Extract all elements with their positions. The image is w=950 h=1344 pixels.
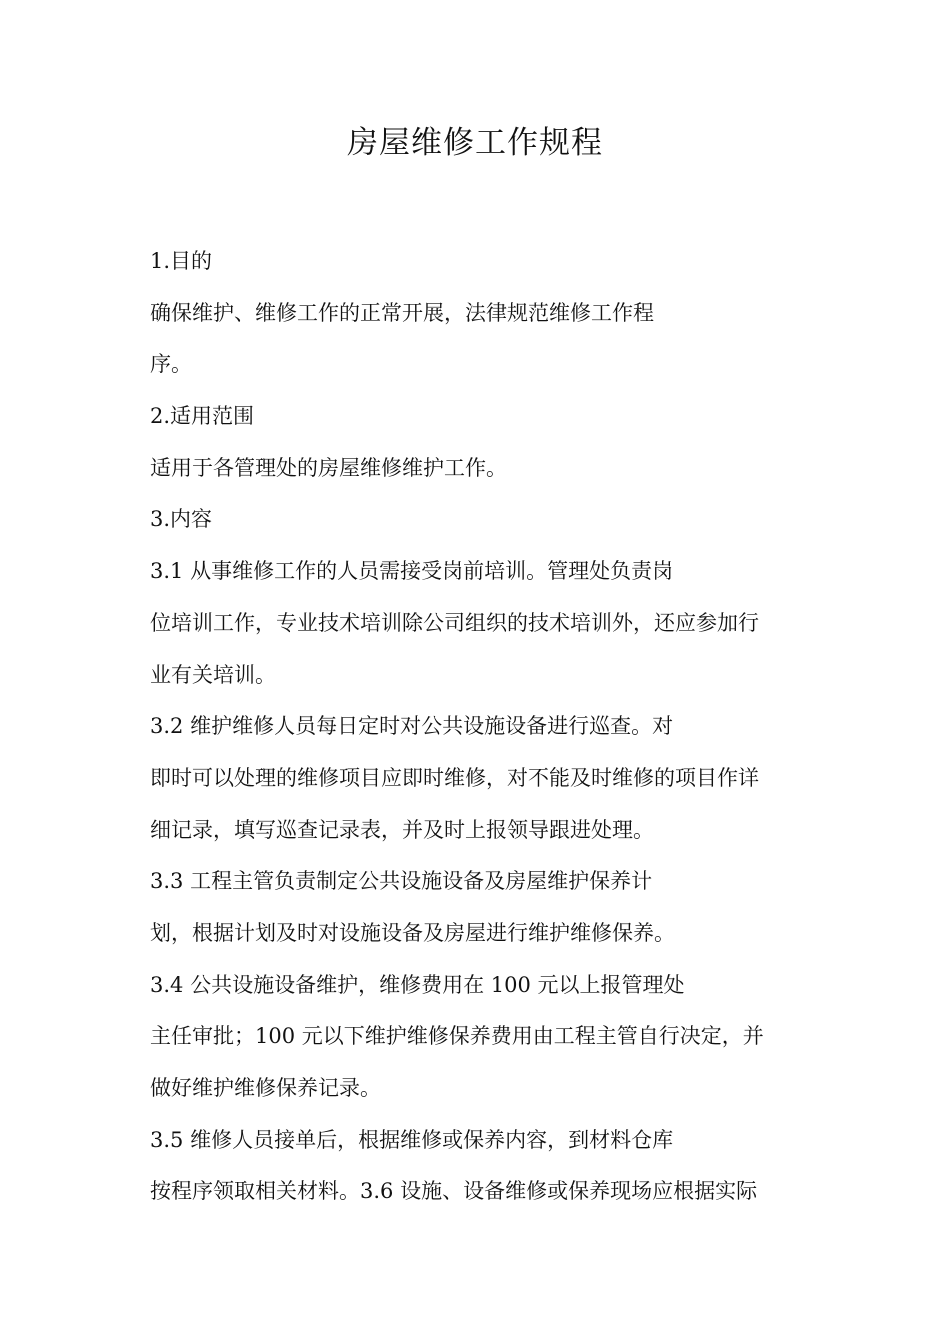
section-heading-scope: 2.适用范围 bbox=[150, 404, 255, 429]
section-heading-content: 3.内容 bbox=[150, 507, 213, 532]
paragraph-line: 划，根据计划及时对设施设备及房屋进行维护维修保养。 bbox=[150, 920, 675, 945]
paragraph-line: 适用于各管理处的房屋维修维护工作。 bbox=[150, 455, 507, 480]
section-heading-purpose: 1.目的 bbox=[150, 249, 213, 273]
paragraph-line: 3.1 从事维修工作的人员需接受岗前培训。管理处负责岗 bbox=[150, 559, 674, 584]
paragraph-line: 按程序领取相关材料。3.6 设施、设备维修或保养现场应根据实际 bbox=[150, 1179, 758, 1204]
document-body bbox=[150, 236, 800, 1218]
paragraph-line: 确保维护、维修工作的正常开展，法律规范维修工作程 bbox=[150, 300, 654, 325]
paragraph-line: 主任审批；100 元以下维护维修保养费用由工程主管自行决定，并 bbox=[150, 1024, 764, 1049]
paragraph-line: 3.3 工程主管负责制定公共设施设备及房屋维护保养计 bbox=[150, 869, 653, 894]
paragraph-line: 细记录，填写巡查记录表，并及时上报领导跟进处理。 bbox=[150, 817, 654, 842]
paragraph-line: 业有关培训。 bbox=[150, 662, 276, 687]
paragraph-line: 即时可以处理的维修项目应即时维修，对不能及时维修的项目作详 bbox=[150, 765, 759, 790]
paragraph-line: 序。 bbox=[150, 352, 192, 377]
paragraph-line: 3.2 维护维修人员每日定时对公共设施设备进行巡查。对 bbox=[150, 714, 674, 739]
paragraph-line: 位培训工作，专业技术培训除公司组织的技术培训外，还应参加行 bbox=[150, 610, 759, 635]
paragraph-line: 3.5 维修人员接单后，根据维修或保养内容，到材料仓库 bbox=[150, 1127, 674, 1152]
paragraph-line: 做好维护维修保养记录。 bbox=[150, 1076, 381, 1100]
document-title: 房屋维修工作规程 bbox=[347, 125, 603, 161]
paragraph-line: 3.4 公共设施设备维护，维修费用在 100 元以上报管理处 bbox=[150, 972, 685, 997]
